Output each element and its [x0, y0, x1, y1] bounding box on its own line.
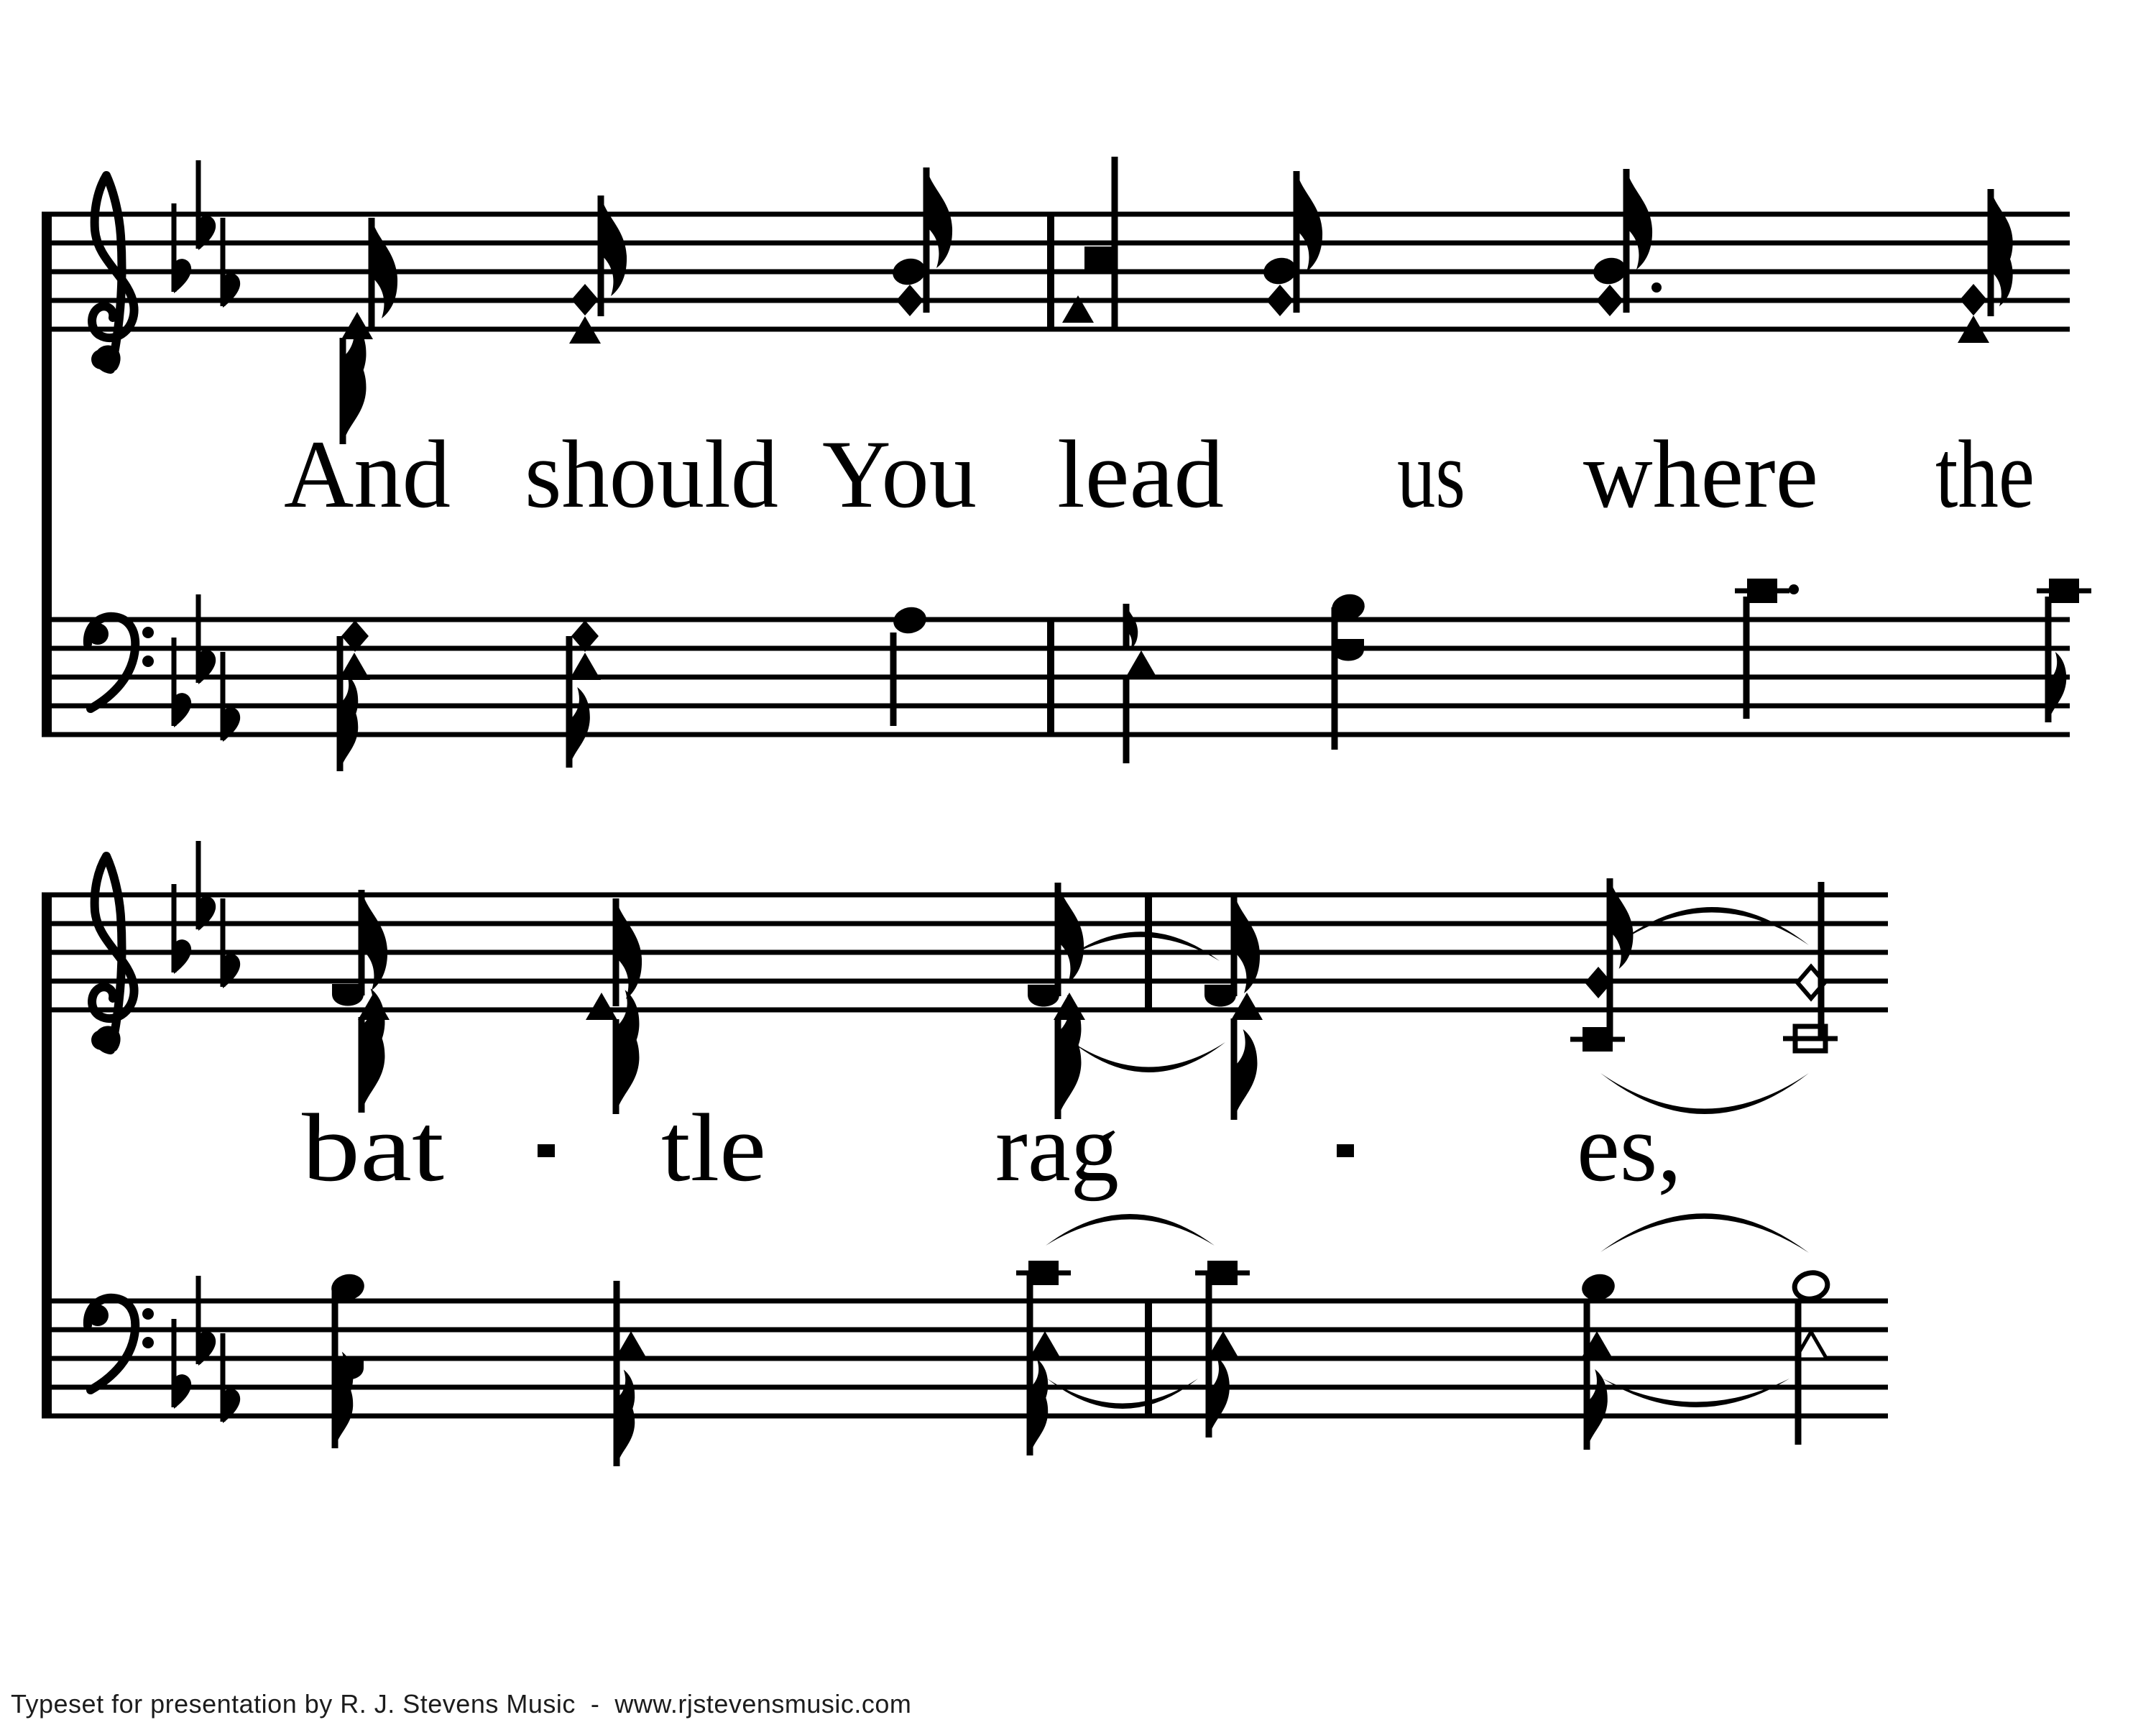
- barline: [1145, 1301, 1152, 1416]
- barline: [1145, 895, 1152, 1010]
- note-event: [586, 898, 642, 1114]
- notehead-triangle: [1125, 650, 1157, 678]
- note-flag: [616, 898, 642, 999]
- lyric-hyphen: [538, 1144, 555, 1157]
- notehead-triangle: [338, 653, 370, 680]
- notehead-triangle: [615, 1331, 647, 1358]
- notehead-triangle: [569, 653, 601, 680]
- notehead-oval: [890, 256, 928, 288]
- lyric-word: where: [1583, 421, 1818, 528]
- note-flag: [1234, 893, 1260, 993]
- lyric-word: es,: [1577, 1095, 1682, 1202]
- lyric-word: tle: [661, 1095, 766, 1202]
- note-flag: [601, 196, 627, 296]
- lyric-word: the: [1935, 421, 2035, 528]
- staff: [42, 214, 2070, 329]
- note-flag: [372, 218, 397, 318]
- note-flag: [1626, 169, 1652, 270]
- notehead-diamond: [571, 284, 599, 316]
- tie-slur: [1046, 1214, 1215, 1246]
- flat-icon: [223, 898, 240, 988]
- flat-icon: [198, 1276, 216, 1366]
- notehead-triangle: [1207, 1331, 1239, 1358]
- note-event: [1570, 878, 1633, 1052]
- note-event: [1783, 882, 1838, 1051]
- note-flag: [1058, 883, 1084, 983]
- lyric-word: bat: [302, 1095, 444, 1202]
- augmentation-dot: [1789, 584, 1799, 594]
- tie-slur: [1072, 1042, 1225, 1072]
- note-event: [615, 1281, 647, 1466]
- lyric-word: rag: [995, 1095, 1119, 1202]
- barline: [42, 214, 52, 735]
- flat-icon: [174, 1319, 191, 1409]
- note-flag: [926, 167, 952, 268]
- bass-clef-icon: [87, 617, 154, 709]
- lyric-line: [284, 421, 2035, 528]
- lyric-word: And: [284, 421, 451, 528]
- notehead-oval: [1261, 255, 1299, 288]
- flat-icon: [198, 160, 216, 250]
- notehead-oval: [1792, 1270, 1830, 1302]
- note-flag: [1296, 171, 1322, 272]
- tie-slur: [1047, 1379, 1198, 1409]
- note-event: [1204, 893, 1263, 1120]
- notehead-diamond: [896, 285, 923, 316]
- notehead-diamond: [1596, 285, 1623, 316]
- flat-icon: [198, 594, 216, 684]
- note-event: [1195, 1261, 1250, 1438]
- flat-icon: [174, 638, 191, 727]
- note-event: [1028, 883, 1085, 1119]
- lyric-word: You: [822, 421, 977, 528]
- flat-icon: [198, 841, 216, 931]
- notehead-diamond: [1960, 284, 1987, 316]
- typeset-credit: Typeset for presentation by R. J. Stevens Music - www.rjstevensmusic.com: [11, 1689, 912, 1719]
- tie-slur: [1600, 1213, 1809, 1253]
- augmentation-dot: [1651, 282, 1662, 293]
- tie-slur: [1067, 932, 1220, 961]
- lyric-hyphen: [1337, 1144, 1354, 1157]
- note-event: [329, 1271, 367, 1448]
- flat-icon: [174, 203, 191, 293]
- note-flag: [1234, 1029, 1257, 1120]
- note-event: [1125, 604, 1157, 763]
- barline: [42, 895, 52, 1416]
- notehead-triangle: [1029, 1331, 1061, 1358]
- note-flag: [361, 890, 387, 990]
- notehead-oval: [1591, 255, 1628, 288]
- bass-clef-icon: [87, 1298, 154, 1390]
- note-event: [1330, 592, 1367, 750]
- lyric-word: should: [525, 421, 778, 528]
- notehead-diamond: [1266, 285, 1294, 316]
- note-flag: [1610, 878, 1633, 969]
- flat-icon: [223, 652, 240, 742]
- notehead-semicircle: [1028, 985, 1059, 1007]
- notehead-square: [1084, 247, 1115, 271]
- tie-slur: [1603, 1379, 1789, 1407]
- lyric-line: [302, 1095, 1682, 1202]
- barline: [1047, 620, 1054, 735]
- flat-icon: [223, 218, 240, 308]
- note-event: [338, 620, 370, 771]
- notehead-triangle: [586, 993, 617, 1020]
- lyric-word: us: [1397, 421, 1465, 528]
- barline: [1047, 214, 1054, 329]
- lyric-word: lead: [1057, 421, 1224, 528]
- notehead-oval: [891, 604, 929, 637]
- flat-icon: [223, 1333, 240, 1423]
- note-event: [569, 620, 601, 768]
- flat-icon: [174, 884, 191, 974]
